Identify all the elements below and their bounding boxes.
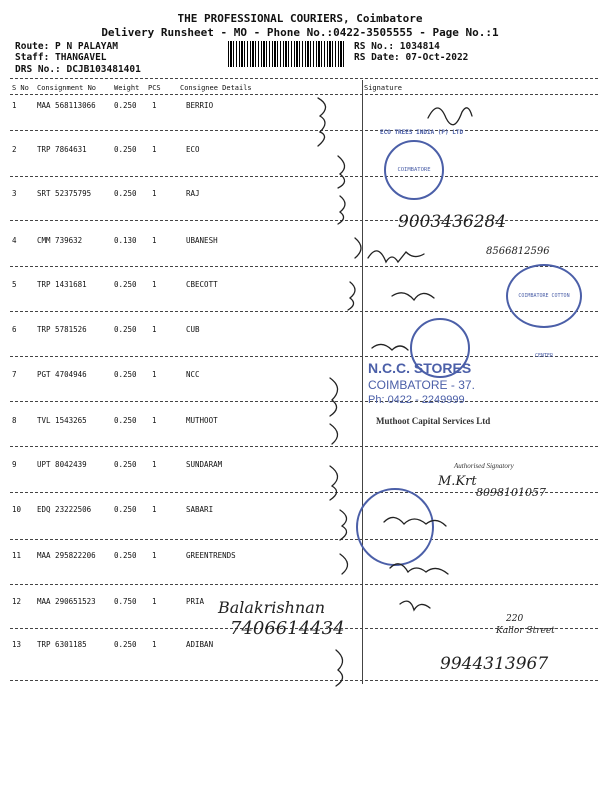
handwritten-phone-row4: 8566812596 [486, 246, 550, 257]
row-pcs: 1 [152, 597, 157, 606]
row-consignment-no: EDQ 23222506 [37, 505, 92, 514]
row-pcs: 1 [152, 101, 157, 110]
col-consignment: Consignment No [37, 84, 97, 92]
sig-scribble-row12 [400, 601, 430, 610]
row-consignee: NCC [186, 370, 200, 379]
col-weight: Weight [114, 84, 140, 92]
row-weight: 0.250 [114, 505, 137, 514]
squiggle-row13 [336, 650, 343, 686]
handwritten-phone-row13: 9944313967 [440, 654, 549, 674]
row-weight: 0.250 [114, 280, 137, 289]
sig-scribble-row4 [368, 251, 424, 262]
handwritten-phone-row12: 7406614434 [230, 618, 345, 639]
row-sno: 5 [12, 280, 17, 289]
staff-label: Staff: THANGAVEL [15, 52, 107, 63]
row-sno: 3 [12, 189, 17, 198]
squiggle-row8 [330, 424, 338, 444]
row-weight: 0.250 [114, 145, 137, 154]
row-weight: 0.250 [114, 189, 137, 198]
handwritten-phone-row3: 9003436284 [398, 212, 507, 232]
row-weight: 0.250 [114, 101, 137, 110]
row-pcs: 1 [152, 505, 157, 514]
row-consignee: ECO [186, 145, 200, 154]
row-consignment-no: TRP 7864631 [37, 145, 87, 154]
row-consignee: MUTHOOT [186, 416, 218, 425]
row-weight: 0.250 [114, 416, 137, 425]
row-consignment-no: MAA 295822206 [37, 551, 96, 560]
company-title: THE PROFESSIONAL COURIERS, Coimbatore [177, 12, 423, 25]
row-sno: 1 [12, 101, 17, 110]
row-pcs: 1 [152, 145, 157, 154]
row-sno: 2 [12, 145, 17, 154]
squiggle-row11 [340, 554, 348, 574]
row-weight: 0.250 [114, 640, 137, 649]
row-weight: 0.250 [114, 551, 137, 560]
cotton-stamp-ring: COIMBATORE COTTON CENTER [518, 293, 570, 359]
row-sno: 13 [12, 640, 22, 649]
row-consignment-no: SRT 52375795 [37, 189, 92, 198]
handwritten-addr-row12-line1: 220 [506, 614, 524, 624]
col-sno: S No [12, 84, 29, 92]
route-label: Route: P N PALAYAM [15, 41, 118, 52]
row-consignee: ADIBAN [186, 640, 214, 649]
row-sno: 4 [12, 236, 17, 245]
row-consignee: CBECOTT [186, 280, 218, 289]
ncc-stamp-city: COIMBATORE - 37. [368, 378, 475, 392]
row-sno: 9 [12, 460, 17, 469]
row-sno: 12 [12, 597, 22, 606]
row-sno: 11 [12, 551, 22, 560]
col-pcs: PCS [148, 84, 161, 92]
drs-label: DRS No.: DCJB103481401 [15, 64, 141, 75]
row-consignee: CUB [186, 325, 200, 334]
squiggle-row7 [330, 378, 338, 416]
handwritten-sig-row9: M.Krt [438, 474, 477, 489]
row-pcs: 1 [152, 325, 157, 334]
sig-scribble-row10 [384, 517, 446, 526]
handwritten-addr-row12-line2: Kallor Street [496, 626, 555, 636]
squiggle-row10 [340, 510, 347, 540]
row-consignment-no: UPT 8042439 [37, 460, 87, 469]
row-weight: 0.250 [114, 325, 137, 334]
sig-scribble-row1 [428, 108, 472, 125]
row-consignee: SABARI [186, 505, 214, 514]
handwritten-phone-row9: 8098101057 [476, 486, 546, 499]
row-pcs: 1 [152, 280, 157, 289]
row-sno: 8 [12, 416, 17, 425]
ncc-stamp-name: N.C.C. STORES [368, 360, 472, 376]
eco-stamp-ring: ECO TREES INDIA (P) LTD [380, 129, 464, 136]
row-consignment-no: PGT 4704946 [37, 370, 87, 379]
squiggle-row5 [348, 282, 355, 310]
row-sno: 10 [12, 505, 22, 514]
runsheet-title: Delivery Runsheet - MO - Phone No.:0422-3505555 - Page No.:1 [101, 26, 499, 39]
row-consignment-no: MAA 568113066 [37, 101, 96, 110]
row-sno: 6 [12, 325, 17, 334]
row-consignment-no: TRP 1431681 [37, 280, 87, 289]
row-consignee: BERRIO [186, 101, 214, 110]
row-weight: 0.130 [114, 236, 137, 245]
row-pcs: 1 [152, 370, 157, 379]
muthoot-stamp: Muthoot Capital Services Ltd [376, 416, 491, 426]
sig-scribble-row5 [392, 293, 434, 300]
row-pcs: 1 [152, 551, 157, 560]
row-consignee: UBANESH [186, 236, 218, 245]
row-consignment-no: MAA 290651523 [37, 597, 96, 606]
squiggle-row2 [338, 156, 345, 188]
handwritten-name-row12: Balakrishnan [218, 598, 326, 617]
row-pcs: 1 [152, 640, 157, 649]
row-consignment-no: TVL 1543265 [37, 416, 87, 425]
row-consignee: PRIA [186, 597, 205, 606]
row-pcs: 1 [152, 189, 157, 198]
col-consignee: Consignee Details [180, 84, 252, 92]
sig-scribble-row11 [390, 564, 448, 574]
row-pcs: 1 [152, 416, 157, 425]
squiggle-row3 [338, 196, 345, 224]
row-pcs: 1 [152, 460, 157, 469]
row-weight: 0.250 [114, 370, 137, 379]
row-pcs: 1 [152, 236, 157, 245]
row-weight: 0.750 [114, 597, 137, 606]
col-signature: Signature [364, 84, 402, 92]
rs-date: RS Date: 07-Oct-2022 [354, 52, 469, 63]
row-consignment-no: CMM 739632 [37, 236, 83, 245]
squiggle-row9 [330, 466, 338, 500]
row-consignee: GREENTRENDS [186, 551, 236, 560]
rs-number: RS No.: 1034814 [354, 41, 440, 52]
squiggle-row4 [355, 238, 361, 258]
row-weight: 0.250 [114, 460, 137, 469]
ncc-stamp-phone: Ph: 0422 - 2249999 [368, 394, 465, 406]
squiggle-row1 [318, 98, 326, 146]
sig-scribble-row6 [372, 344, 408, 350]
eco-stamp-city: COIMBATORE [397, 167, 431, 173]
row-consignee: SUNDARAM [186, 460, 223, 469]
muthoot-signatory: Authorised Signatory [454, 462, 514, 470]
row-sno: 7 [12, 370, 17, 379]
row-consignee: RAJ [186, 189, 200, 198]
row-consignment-no: TRP 6301185 [37, 640, 87, 649]
row-consignment-no: TRP 5781526 [37, 325, 87, 334]
